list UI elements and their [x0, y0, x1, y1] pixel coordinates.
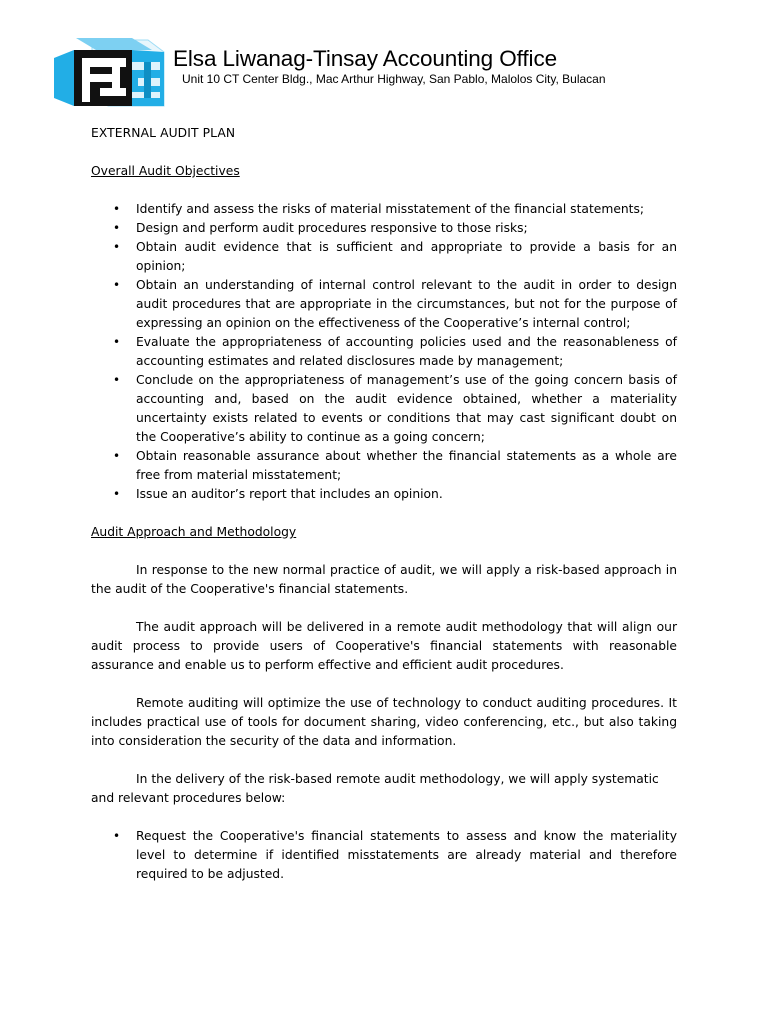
- list-item: • Obtain an understanding of internal control relevant to the audit in order to design audit procedures that are appropriate in the circumstances, but not for the purpose of expressing an opinion on the effectiveness of the Cooperative’s internal control;: [113, 278, 677, 330]
- document-body: [91, 124, 677, 884]
- list-item: • Conclude on the appropriateness of management’s use of the going concern basis of accounting and, based on the audit evidence obtained, whether a materiality uncertainty exists related to events or conditions that may cast significant doubt on the Cooperative’s ability to continue as a going concern;: [113, 373, 677, 444]
- bullet-icon: •: [113, 335, 121, 349]
- objectives-heading: Overall Audit Objectives: [91, 164, 240, 178]
- bullet-icon: •: [113, 221, 121, 235]
- approach-paragraph: The audit approach will be delivered in a remote audit methodology that will align our audit process to provide users of Cooperative's financial statements with reasonable assurance and enable us to perform effective and efficient audit procedures.: [91, 620, 677, 672]
- approach-paragraph: In response to the new normal practice of audit, we will apply a risk-based approach in the audit of the Cooperative's financial statements.: [91, 563, 677, 596]
- list-item: • Design and perform audit procedures responsive to those risks;: [91, 219, 677, 238]
- bullet-icon: •: [113, 449, 121, 463]
- approach-heading: Audit Approach and Methodology: [91, 525, 297, 539]
- list-item: • Evaluate the appropriateness of accounting policies used and the reasonableness of accounting estimates and related disclosures made by management;: [113, 335, 677, 368]
- approach-paragraph: In the delivery of the risk-based remote audit methodology, we will apply systematic and relevant procedures below:: [91, 772, 659, 805]
- org-name: Elsa Liwanag-Tinsay Accounting Office: [173, 46, 558, 71]
- document-title: EXTERNAL AUDIT PLAN: [91, 126, 236, 140]
- list-item: • Obtain reasonable assurance about whether the financial statements as a whole are free from material misstatement;: [113, 449, 677, 482]
- company-logo-icon: [52, 36, 166, 112]
- objectives-list: [91, 200, 677, 504]
- approach-paragraph: Remote auditing will optimize the use of technology to conduct auditing procedures. It includes practical use of tools for document sharing, video conferencing, etc., but also taking into consideration the security of the data and information.: [91, 696, 677, 748]
- procedures-list: [91, 827, 677, 884]
- list-item: • Issue an auditor’s report that includes an opinion.: [91, 485, 677, 504]
- bullet-icon: •: [113, 202, 121, 216]
- bullet-icon: •: [113, 240, 121, 254]
- bullet-icon: •: [113, 487, 121, 501]
- bullet-icon: •: [113, 278, 121, 292]
- list-item: • Identify and assess the risks of material misstatement of the financial statements;: [91, 200, 677, 219]
- bullet-icon: •: [113, 373, 121, 387]
- bullet-icon: •: [113, 829, 121, 843]
- letterhead: [52, 36, 732, 112]
- list-item: • Request the Cooperative's financial statements to assess and know the materiality level to determine if identified misstatements are already material and therefore required to be adjusted.: [113, 829, 677, 881]
- org-address: Unit 10 CT Center Bldg., Mac Arthur Highway, San Pablo, Malolos City, Bulacan: [182, 72, 606, 86]
- list-item: • Obtain audit evidence that is sufficient and appropriate to provide a basis for an opinion;: [113, 240, 677, 273]
